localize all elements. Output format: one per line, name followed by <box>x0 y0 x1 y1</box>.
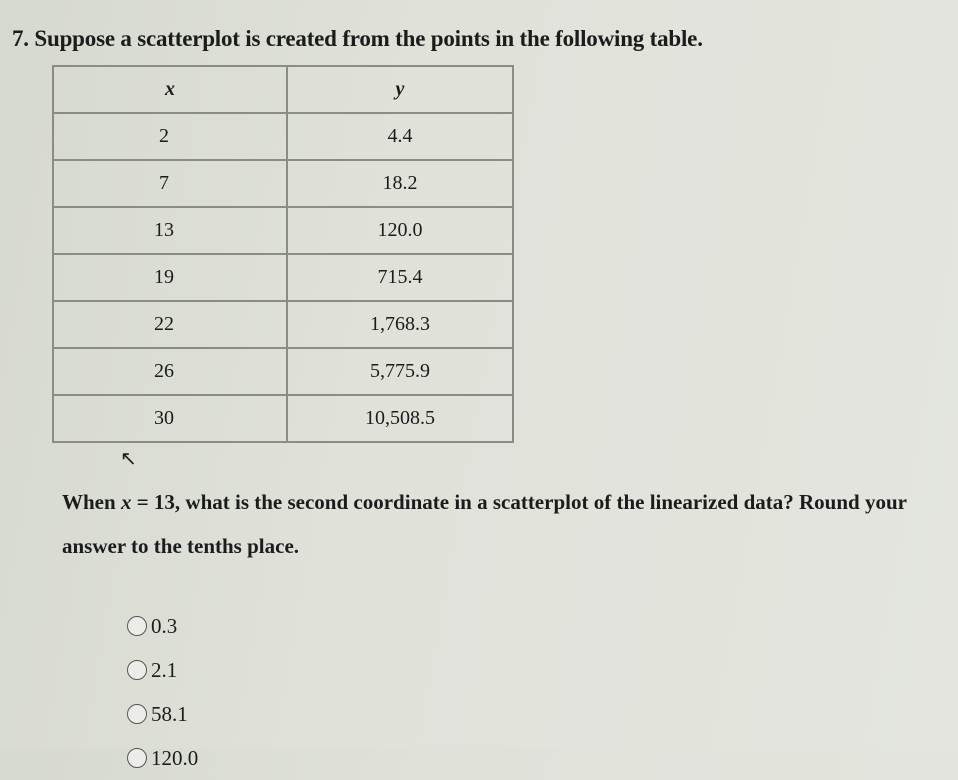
radio-button[interactable] <box>127 660 147 680</box>
mouse-cursor-icon: ↖ <box>120 448 137 470</box>
data-table <box>52 65 514 443</box>
table-row <box>53 348 513 395</box>
option-label: 120.0 <box>151 745 199 770</box>
cell-x: 13 <box>53 207 287 254</box>
option-label: 58.1 <box>151 701 188 726</box>
table-row <box>53 254 513 301</box>
radio-button[interactable] <box>127 748 147 768</box>
cell-x: 22 <box>53 301 287 348</box>
table-row <box>53 113 513 160</box>
table-row <box>53 301 513 348</box>
table-row <box>53 207 513 254</box>
answer-option[interactable] <box>127 604 198 648</box>
answer-options <box>127 604 198 780</box>
header-y: y <box>287 66 513 113</box>
cell-x: 26 <box>53 348 287 395</box>
answer-option[interactable] <box>127 692 198 736</box>
question-title: 7. Suppose a scatterplot is created from the points in the following table. <box>12 26 703 51</box>
cell-x: 30 <box>53 395 287 442</box>
option-label: 2.1 <box>151 657 178 682</box>
radio-button[interactable] <box>127 616 147 636</box>
table-row <box>53 395 513 442</box>
cell-y: 4.4 <box>287 113 513 160</box>
cell-x: 2 <box>53 113 287 160</box>
cell-x: 7 <box>53 160 287 207</box>
cell-y: 10,508.5 <box>287 395 513 442</box>
cell-y: 1,768.3 <box>287 301 513 348</box>
cell-y: 18.2 <box>287 160 513 207</box>
table-row <box>53 160 513 207</box>
cell-x: 19 <box>53 254 287 301</box>
option-label: 0.3 <box>151 613 178 638</box>
question-prompt: When x = 13, what is the second coordinate in a scatterplot of the linearized data? Round your answer to the tenths place. <box>62 490 907 558</box>
radio-button[interactable] <box>127 704 147 724</box>
answer-option[interactable] <box>127 736 198 780</box>
cell-y: 120.0 <box>287 207 513 254</box>
header-x: x <box>53 66 287 113</box>
table-header-row <box>53 66 513 113</box>
cell-y: 715.4 <box>287 254 513 301</box>
cell-y: 5,775.9 <box>287 348 513 395</box>
answer-option[interactable] <box>127 648 198 692</box>
